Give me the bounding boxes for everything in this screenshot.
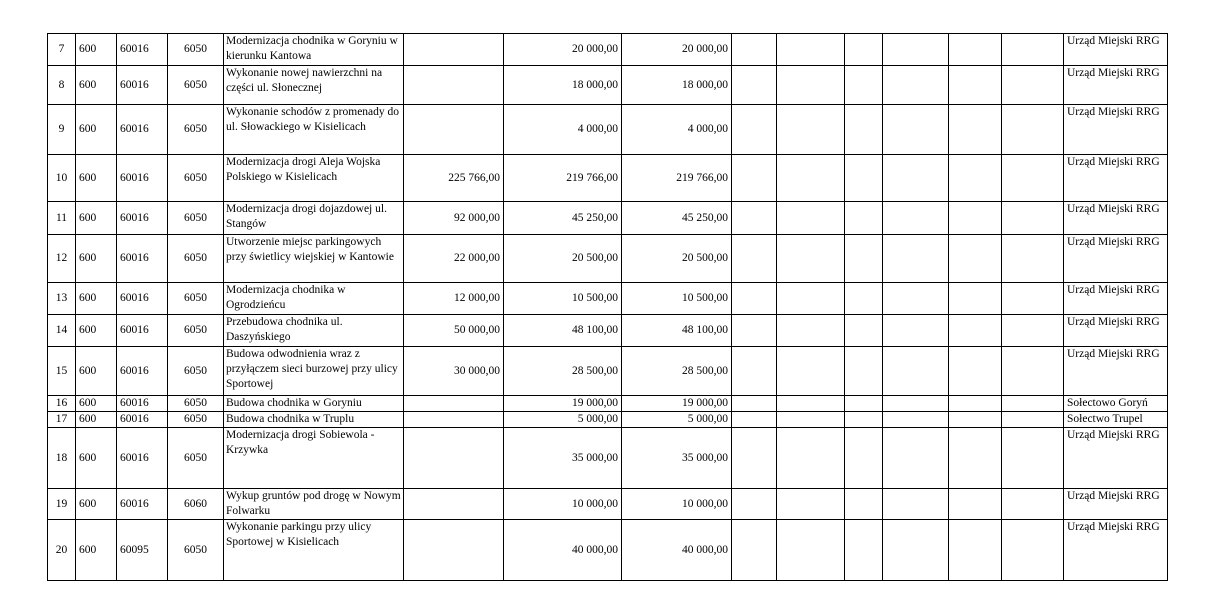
total-value-cell [404,34,504,66]
row-number: 8 [48,66,76,105]
plan-value-cell: 40 000,00 [504,520,622,581]
empty-cell [883,489,949,520]
description-cell: Przebudowa chodnika ul. Daszyńskiego [224,315,404,347]
empty-cell [1002,347,1064,396]
rozdzial-cell: 60016 [117,66,168,105]
description-cell: Modernizacja drogi Sobiewola - Krzywka [224,428,404,489]
plan-value-cell: 20 000,00 [504,34,622,66]
paragraf-cell: 6060 [168,489,224,520]
total-value-cell: 22 000,00 [404,235,504,283]
table-row [48,315,1168,347]
empty-cell [1002,34,1064,66]
empty-cell [883,202,949,235]
paragraf-cell: 6050 [168,347,224,396]
empty-cell [777,347,845,396]
description-cell: Modernizacja chodnika w Goryniu w kierunku Kantowa [224,34,404,66]
empty-cell [1002,412,1064,428]
empty-cell [883,34,949,66]
empty-cell [883,396,949,412]
empty-cell [1002,105,1064,155]
amount-cell: 20 000,00 [622,34,732,66]
dzial-cell: 600 [76,34,117,66]
table-row [48,155,1168,202]
empty-cell [883,428,949,489]
table-row [48,412,1168,428]
row-number: 16 [48,396,76,412]
dzial-cell: 600 [76,520,117,581]
empty-cell [949,489,1002,520]
empty-cell [732,396,777,412]
dzial-cell: 600 [76,489,117,520]
paragraf-cell: 6050 [168,283,224,315]
row-number: 20 [48,520,76,581]
dzial-cell: 600 [76,235,117,283]
unit-cell: Urząd Miejski RRG [1064,428,1168,489]
table-row [48,347,1168,396]
plan-value-cell: 10 000,00 [504,489,622,520]
empty-cell [1002,489,1064,520]
plan-value-cell: 28 500,00 [504,347,622,396]
plan-value-cell: 19 000,00 [504,396,622,412]
empty-cell [732,66,777,105]
empty-cell [949,202,1002,235]
rozdzial-cell: 60016 [117,347,168,396]
empty-cell [732,34,777,66]
dzial-cell: 600 [76,412,117,428]
total-value-cell [404,105,504,155]
total-value-cell: 50 000,00 [404,315,504,347]
dzial-cell: 600 [76,347,117,396]
empty-cell [1002,155,1064,202]
empty-cell [883,66,949,105]
dzial-cell: 600 [76,202,117,235]
rozdzial-cell: 60016 [117,412,168,428]
total-value-cell [404,428,504,489]
rozdzial-cell: 60016 [117,235,168,283]
rozdzial-cell: 60016 [117,315,168,347]
plan-value-cell: 219 766,00 [504,155,622,202]
empty-cell [883,520,949,581]
empty-cell [949,235,1002,283]
empty-cell [845,202,883,235]
empty-cell [777,66,845,105]
description-cell: Modernizacja drogi dojazdowej ul. Stangów [224,202,404,235]
empty-cell [845,34,883,66]
row-number: 12 [48,235,76,283]
dzial-cell: 600 [76,396,117,412]
table-row [48,428,1168,489]
table-row [48,396,1168,412]
unit-cell: Urząd Miejski RRG [1064,34,1168,66]
rozdzial-cell: 60016 [117,155,168,202]
empty-cell [845,315,883,347]
empty-cell [949,347,1002,396]
unit-cell: Urząd Miejski RRG [1064,66,1168,105]
empty-cell [732,202,777,235]
empty-cell [845,235,883,283]
empty-cell [1002,66,1064,105]
plan-value-cell: 45 250,00 [504,202,622,235]
empty-cell [732,489,777,520]
empty-cell [732,283,777,315]
rozdzial-cell: 60016 [117,202,168,235]
empty-cell [949,396,1002,412]
unit-cell: Urząd Miejski RRG [1064,283,1168,315]
unit-cell: Urząd Miejski RRG [1064,347,1168,396]
empty-cell [845,428,883,489]
empty-cell [883,412,949,428]
empty-cell [777,34,845,66]
empty-cell [777,412,845,428]
total-value-cell [404,520,504,581]
amount-cell: 20 500,00 [622,235,732,283]
unit-cell: Urząd Miejski RRG [1064,105,1168,155]
empty-cell [732,520,777,581]
table-body [48,34,1168,581]
empty-cell [777,155,845,202]
amount-cell: 18 000,00 [622,66,732,105]
row-number: 7 [48,34,76,66]
rozdzial-cell: 60016 [117,283,168,315]
total-value-cell: 30 000,00 [404,347,504,396]
empty-cell [1002,520,1064,581]
empty-cell [883,347,949,396]
amount-cell: 10 500,00 [622,283,732,315]
rozdzial-cell: 60095 [117,520,168,581]
paragraf-cell: 6050 [168,155,224,202]
empty-cell [883,105,949,155]
row-number: 15 [48,347,76,396]
empty-cell [883,315,949,347]
unit-cell: Urząd Miejski RRG [1064,520,1168,581]
empty-cell [777,235,845,283]
empty-cell [732,315,777,347]
row-number: 10 [48,155,76,202]
empty-cell [949,428,1002,489]
table-row [48,66,1168,105]
description-cell: Wykonanie nowej nawierzchni na części ul. Słonecznej [224,66,404,105]
dzial-cell: 600 [76,105,117,155]
description-cell: Budowa chodnika w Goryniu [224,396,404,412]
paragraf-cell: 6050 [168,66,224,105]
paragraf-cell: 6050 [168,202,224,235]
dzial-cell: 600 [76,315,117,347]
table-row [48,235,1168,283]
table-row [48,489,1168,520]
empty-cell [845,396,883,412]
empty-cell [949,412,1002,428]
paragraf-cell: 6050 [168,315,224,347]
total-value-cell [404,396,504,412]
paragraf-cell: 6050 [168,412,224,428]
empty-cell [845,412,883,428]
table-row [48,105,1168,155]
dzial-cell: 600 [76,66,117,105]
empty-cell [777,428,845,489]
description-cell: Modernizacja chodnika w Ogrodzieńcu [224,283,404,315]
paragraf-cell: 6050 [168,235,224,283]
empty-cell [845,105,883,155]
table-row [48,202,1168,235]
empty-cell [1002,396,1064,412]
plan-value-cell: 10 500,00 [504,283,622,315]
empty-cell [732,155,777,202]
unit-cell: Sołectwo Trupel [1064,412,1168,428]
row-number: 14 [48,315,76,347]
empty-cell [949,66,1002,105]
empty-cell [732,235,777,283]
row-number: 19 [48,489,76,520]
empty-cell [732,347,777,396]
empty-cell [732,428,777,489]
empty-cell [883,235,949,283]
plan-value-cell: 18 000,00 [504,66,622,105]
empty-cell [845,520,883,581]
empty-cell [732,412,777,428]
amount-cell: 5 000,00 [622,412,732,428]
empty-cell [845,347,883,396]
description-cell: Wykonanie parkingu przy ulicy Sportowej w Kisielicach [224,520,404,581]
empty-cell [845,283,883,315]
row-number: 13 [48,283,76,315]
plan-value-cell: 5 000,00 [504,412,622,428]
empty-cell [1002,315,1064,347]
row-number: 9 [48,105,76,155]
empty-cell [1002,202,1064,235]
row-number: 18 [48,428,76,489]
rozdzial-cell: 60016 [117,34,168,66]
amount-cell: 48 100,00 [622,315,732,347]
total-value-cell [404,489,504,520]
row-number: 17 [48,412,76,428]
plan-value-cell: 35 000,00 [504,428,622,489]
unit-cell: Urząd Miejski RRG [1064,235,1168,283]
description-cell: Wykonanie schodów z promenady do ul. Słowackiego w Kisielicach [224,105,404,155]
paragraf-cell: 6050 [168,428,224,489]
empty-cell [1002,283,1064,315]
amount-cell: 219 766,00 [622,155,732,202]
empty-cell [845,155,883,202]
plan-value-cell: 20 500,00 [504,235,622,283]
table-row [48,520,1168,581]
empty-cell [949,520,1002,581]
budget-table [47,33,1168,581]
paragraf-cell: 6050 [168,396,224,412]
rozdzial-cell: 60016 [117,489,168,520]
empty-cell [777,283,845,315]
dzial-cell: 600 [76,428,117,489]
amount-cell: 45 250,00 [622,202,732,235]
row-number: 11 [48,202,76,235]
unit-cell: Urząd Miejski RRG [1064,315,1168,347]
paragraf-cell: 6050 [168,520,224,581]
dzial-cell: 600 [76,283,117,315]
rozdzial-cell: 60016 [117,396,168,412]
amount-cell: 19 000,00 [622,396,732,412]
paragraf-cell: 6050 [168,34,224,66]
unit-cell: Urząd Miejski RRG [1064,155,1168,202]
amount-cell: 35 000,00 [622,428,732,489]
paragraf-cell: 6050 [168,105,224,155]
unit-cell: Sołectowo Goryń [1064,396,1168,412]
empty-cell [777,105,845,155]
empty-cell [845,66,883,105]
description-cell: Utworzenie miejsc parkingowych przy świetlicy wiejskiej w Kantowie [224,235,404,283]
empty-cell [1002,428,1064,489]
total-value-cell [404,412,504,428]
total-value-cell: 92 000,00 [404,202,504,235]
amount-cell: 28 500,00 [622,347,732,396]
unit-cell: Urząd Miejski RRG [1064,202,1168,235]
empty-cell [777,489,845,520]
description-cell: Wykup gruntów pod drogę w Nowym Folwarku [224,489,404,520]
total-value-cell: 225 766,00 [404,155,504,202]
description-cell: Budowa odwodnienia wraz z przyłączem sieci burzowej przy ulicy Sportowej [224,347,404,396]
empty-cell [949,315,1002,347]
empty-cell [777,202,845,235]
empty-cell [883,155,949,202]
empty-cell [949,34,1002,66]
rozdzial-cell: 60016 [117,428,168,489]
dzial-cell: 600 [76,155,117,202]
empty-cell [845,489,883,520]
amount-cell: 40 000,00 [622,520,732,581]
empty-cell [949,283,1002,315]
empty-cell [1002,235,1064,283]
empty-cell [883,283,949,315]
table-row [48,34,1168,66]
plan-value-cell: 4 000,00 [504,105,622,155]
rozdzial-cell: 60016 [117,105,168,155]
table-row [48,283,1168,315]
total-value-cell: 12 000,00 [404,283,504,315]
empty-cell [777,520,845,581]
empty-cell [949,155,1002,202]
description-cell: Modernizacja drogi Aleja Wojska Polskiego w Kisielicach [224,155,404,202]
amount-cell: 4 000,00 [622,105,732,155]
plan-value-cell: 48 100,00 [504,315,622,347]
empty-cell [777,396,845,412]
total-value-cell [404,66,504,105]
empty-cell [777,315,845,347]
empty-cell [732,105,777,155]
empty-cell [949,105,1002,155]
description-cell: Budowa chodnika w Truplu [224,412,404,428]
unit-cell: Urząd Miejski RRG [1064,489,1168,520]
amount-cell: 10 000,00 [622,489,732,520]
